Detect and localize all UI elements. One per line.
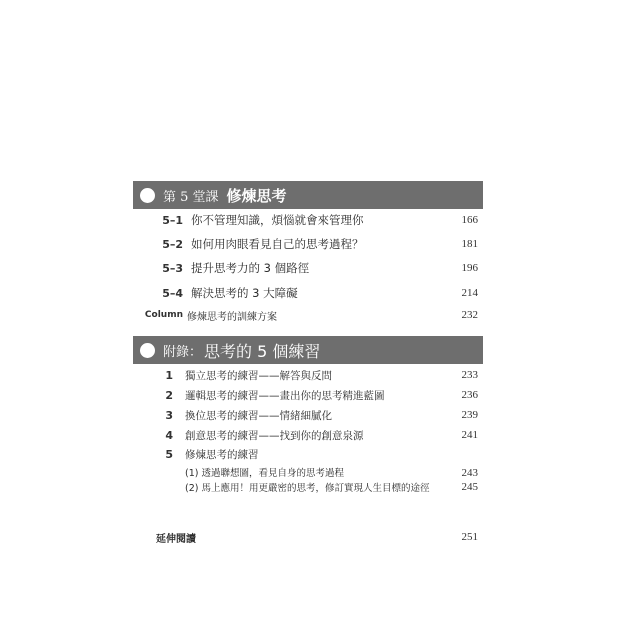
appendix-title: 思考的 5 個練習 xyxy=(204,341,321,361)
toc-entry-extended-reading xyxy=(133,528,478,546)
entry-page: 166 xyxy=(461,214,478,226)
entry-title: 如何用肉眼看見自己的思考過程？ xyxy=(191,237,364,251)
entry-page: 196 xyxy=(461,262,478,274)
subentry-title: (1) 透過聯想圖，看見自身的思考過程 xyxy=(185,468,344,479)
entry-number: Column xyxy=(144,310,183,320)
toc-entry-5-3 xyxy=(133,259,478,277)
entry-page: 251 xyxy=(461,531,478,543)
entry-number: 5–1 xyxy=(162,213,183,227)
entry-number: 5–3 xyxy=(162,261,183,275)
entry-number: 1 xyxy=(165,368,173,382)
toc-entry-5-4 xyxy=(133,284,478,302)
entry-number: 5–2 xyxy=(162,237,183,251)
entry-page: 236 xyxy=(461,389,478,401)
toc-entry-5-2 xyxy=(133,235,478,253)
entry-page: 233 xyxy=(461,369,478,381)
entry-title: 創意思考的練習——找到你的創意泉源 xyxy=(185,429,364,442)
entry-number: 2 xyxy=(165,388,173,402)
entry-number: 3 xyxy=(165,408,173,422)
toc-entry-column xyxy=(133,306,478,324)
entry-title: 修煉思考的訓練方案 xyxy=(187,311,277,323)
bullet-circle-icon xyxy=(140,343,155,358)
entry-title: 解決思考的 3 大障礙 xyxy=(191,286,298,300)
subentry-title: (2) 馬上應用！用更嚴密的思考，修訂實現人生目標的途徑 xyxy=(185,483,430,494)
entry-page: 239 xyxy=(461,409,478,421)
entry-title: 提升思考力的 3 個路徑 xyxy=(191,261,310,275)
toc-entry-exercise-3 xyxy=(133,406,478,424)
toc-entry-exercise-4 xyxy=(133,426,478,444)
entry-title: 你不管理知識，煩惱就會來管理你 xyxy=(191,213,364,227)
subentry-page: 243 xyxy=(461,467,478,479)
toc-entry-exercise-2 xyxy=(133,386,478,404)
entry-number: 5–4 xyxy=(162,286,183,300)
toc-subentry-2 xyxy=(133,478,478,496)
entry-title: 修煉思考的練習 xyxy=(185,448,259,461)
entry-title: 邏輯思考的練習——畫出你的思考精進藍圖 xyxy=(185,389,385,402)
toc-entry-exercise-5 xyxy=(133,445,478,463)
chapter-title: 修煉思考 xyxy=(226,186,287,205)
toc-entry-5-1 xyxy=(133,211,478,229)
entry-title: 換位思考的練習——情緒細膩化 xyxy=(185,409,332,422)
entry-page: 241 xyxy=(461,429,478,441)
entry-page: 214 xyxy=(461,287,478,299)
appendix-label: 附錄： xyxy=(163,344,203,360)
entry-title: 延伸閱讀 xyxy=(156,533,196,545)
chapter-label: 第 5 堂課 xyxy=(163,189,219,205)
entry-number: 4 xyxy=(165,428,173,442)
entry-page: 232 xyxy=(461,309,478,321)
chapter-5-header xyxy=(133,181,483,209)
entry-number: 5 xyxy=(165,447,173,461)
entry-page: 181 xyxy=(461,238,478,250)
appendix-header xyxy=(133,336,483,364)
toc-entry-exercise-1 xyxy=(133,366,478,384)
bullet-circle-icon xyxy=(140,188,155,203)
entry-title: 獨立思考的練習——解答與反問 xyxy=(185,369,332,382)
subentry-page: 245 xyxy=(461,481,478,493)
